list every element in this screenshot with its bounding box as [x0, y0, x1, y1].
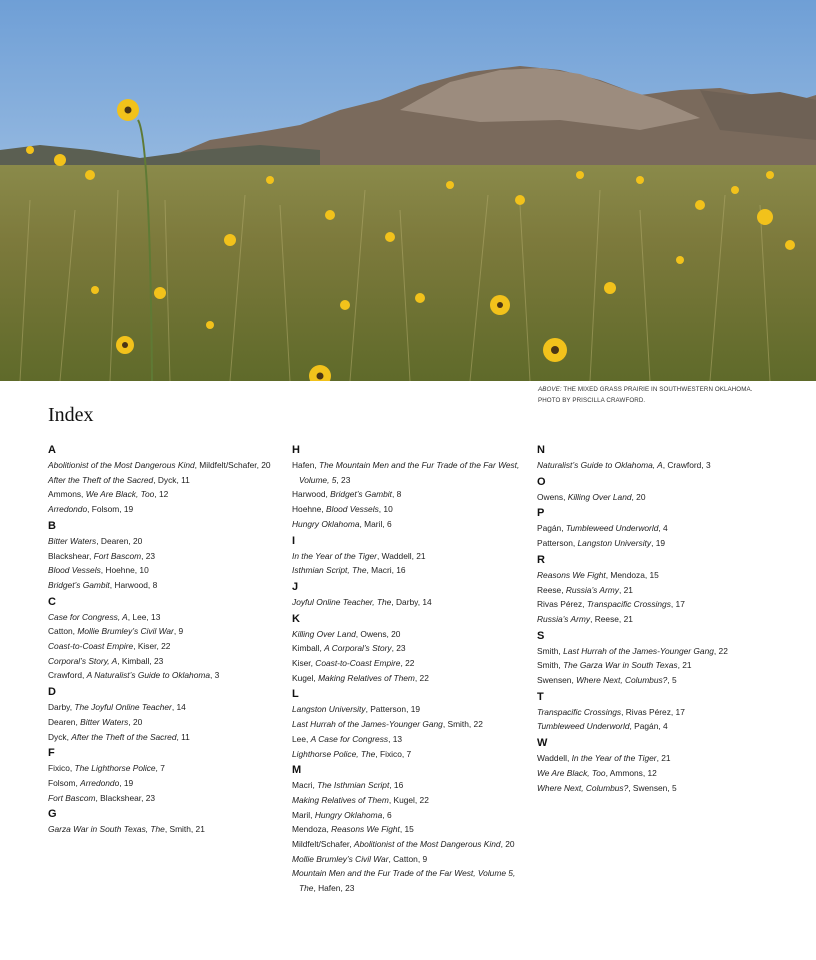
index-entry: [537, 751, 773, 766]
index-entry: [48, 624, 284, 639]
index-entry: [292, 549, 528, 564]
entry-author: Blackshear,: [48, 550, 94, 561]
index-entry: [48, 776, 284, 791]
entry-title: Bridget’s Gambit: [48, 579, 110, 590]
index-entry: [537, 705, 773, 720]
index-entry: [48, 668, 284, 683]
entry-ref: , Catton, 9: [388, 853, 428, 864]
entry-title: Making Relatives of Them: [292, 794, 389, 805]
index-letter-heading: B: [48, 519, 56, 532]
entry-author: Rivas Pérez,: [537, 599, 587, 610]
entry-title: Garza War in South Texas, The: [48, 824, 165, 835]
index-entry: [292, 517, 528, 532]
entry-title: The Isthmian Script: [317, 780, 390, 791]
index-entry: [48, 610, 284, 625]
entry-ref: , Swensen, 5: [628, 782, 677, 793]
index-letter-heading: H: [292, 444, 300, 456]
entry-title: Blood Vessels: [48, 565, 101, 576]
entry-title: Naturalist’s Guide to Oklahoma, A: [537, 460, 663, 470]
entry-ref: , 16: [389, 780, 404, 791]
entry-ref: , 21: [677, 660, 692, 671]
entry-ref: , 3: [210, 670, 220, 681]
entry-title: The Garza War in South Texas: [563, 660, 678, 671]
entry-title: Langston University: [577, 538, 652, 549]
entry-ref: , Smith, 22: [442, 719, 483, 730]
index-entry: [292, 595, 528, 610]
entry-title: Tumbleweed Underworld: [565, 523, 659, 534]
index-entry: [48, 487, 284, 502]
entry-ref: , 6: [382, 809, 392, 820]
entry-title: Arredondo: [80, 777, 120, 788]
entry-title: A Naturalist’s Guide to Oklahoma: [86, 670, 210, 681]
entry-title: Arredondo: [48, 504, 88, 515]
entry-title: Corporal’s Story, A: [48, 655, 118, 666]
entry-ref: , Reese, 21: [590, 613, 633, 624]
index-entry: [48, 578, 284, 593]
page-title: Index: [48, 404, 94, 426]
index-entry: [48, 715, 284, 730]
entry-ref: , 23: [336, 474, 351, 485]
entry-title: Fort Bascom: [48, 792, 96, 803]
index-entry: [292, 822, 528, 837]
entry-ref: , 5: [667, 675, 677, 686]
index-entry: [292, 778, 528, 793]
index-entry: [537, 766, 773, 781]
index-entry: [48, 549, 284, 564]
index-entry: [292, 656, 528, 671]
index-entry: [292, 502, 528, 517]
entry-ref: , 15: [399, 824, 414, 835]
entry-author: Mildfelt/Schafer,: [292, 839, 354, 850]
entry-ref: , Darby, 14: [391, 596, 432, 607]
entry-ref: , 19: [119, 777, 134, 788]
index-letter-heading: G: [48, 808, 57, 821]
entry-author: Pagán,: [537, 523, 566, 534]
entry-title: In the Year of the Tiger: [292, 550, 377, 561]
entry-ref: , 23: [141, 550, 156, 561]
index-entry: [537, 719, 773, 734]
entry-title: Russia’s Army: [565, 584, 619, 595]
entry-title: Joyful Online Teacher, The: [292, 596, 392, 607]
index-entry: [537, 781, 773, 796]
entry-ref: , Blackshear, 23: [95, 792, 156, 803]
index-entry: [48, 502, 284, 517]
entry-title: Where Next, Columbus?: [537, 782, 629, 793]
index-entry: [48, 761, 284, 776]
entry-ref: , 10: [378, 504, 393, 515]
index-letter-heading: O: [537, 475, 546, 488]
index-letter-heading: I: [292, 534, 296, 547]
entry-title: Coast-to-Coast Empire: [315, 658, 401, 669]
index-entry: [537, 583, 773, 598]
entry-author: Dearen,: [48, 716, 81, 727]
index-letter-heading: L: [292, 688, 299, 701]
index-letter-heading: T: [537, 690, 544, 703]
entry-ref: , Waddell, 21: [376, 550, 426, 561]
entry-ref: , Patterson, 19: [365, 704, 421, 715]
entry-title: A Case for Congress: [310, 733, 389, 744]
entry-ref: , Folsom, 19: [87, 504, 134, 515]
index-entry: [537, 521, 773, 536]
entry-ref: , Dearen, 20: [96, 535, 143, 546]
entry-title: Langston University: [292, 704, 366, 715]
entry-ref: , 12: [154, 489, 169, 500]
entry-author: Smith,: [537, 645, 564, 656]
entry-title: Killing Over Land: [567, 491, 632, 502]
entry-ref: , 14: [171, 702, 186, 713]
index-entry: [292, 702, 528, 717]
entry-ref: , 23: [391, 643, 406, 654]
entry-ref: , 21: [656, 753, 671, 764]
index-entry: [292, 487, 528, 502]
entry-ref: , 22: [414, 672, 429, 683]
entry-ref: , 17: [670, 599, 685, 610]
entry-author: Macri,: [292, 780, 318, 791]
entry-ref: , Harwood, 8: [109, 579, 158, 590]
index-entry: [292, 732, 528, 747]
index-letter-heading: M: [292, 764, 302, 777]
entry-title: Where Next, Columbus?: [576, 675, 668, 686]
caption-text: THE MIXED GRASS PRAIRIE IN SOUTHWESTERN OKLAHOMA.: [561, 386, 753, 393]
caption-credit: PHOTO BY PRISCILLA CRAWFORD.: [538, 397, 646, 404]
index-entry: [537, 568, 773, 583]
entry-title: We Are Black, Too: [85, 489, 155, 500]
entry-author: Swensen,: [537, 675, 577, 686]
entry-ref: , Kugel, 22: [388, 794, 429, 805]
index-letter-heading: A: [48, 444, 56, 456]
entry-title: Isthmian Script, The: [292, 565, 367, 576]
index-entry: [48, 730, 284, 745]
entry-ref: , 9: [173, 626, 184, 637]
index-entry: [48, 534, 284, 549]
entry-ref: , 22: [400, 658, 415, 669]
index-letter-heading: D: [48, 686, 56, 699]
entry-title: Reasons We Fight: [537, 569, 606, 580]
index-entry: [292, 852, 528, 867]
entry-title: After the Theft of the Sacred: [71, 731, 177, 742]
index-entry: [48, 473, 284, 488]
index-entry: [292, 627, 528, 642]
index-column-2: [292, 443, 528, 896]
entry-title: Abolitionist of the Most Dangerous Kind: [353, 839, 501, 850]
entry-ref: , 20: [631, 491, 646, 502]
index-entry: [537, 536, 773, 551]
index-entry: [48, 791, 284, 806]
entry-author: Maril,: [292, 809, 315, 820]
entry-title: Last Hurrah of the James-Younger Gang: [292, 719, 443, 730]
entry-title: We Are Black, Too: [537, 767, 606, 778]
entry-title: Case for Congress, A: [48, 611, 128, 622]
entry-author: Kugel,: [292, 672, 319, 683]
entry-title: In the Year of the Tiger: [571, 753, 657, 764]
entry-ref: , Kimball, 23: [117, 655, 164, 666]
entry-ref: , Ammons, 12: [605, 767, 657, 778]
entry-ref: , Maril, 6: [359, 518, 392, 529]
entry-ref: , Crawford, 3: [662, 460, 711, 470]
entry-title: The Joyful Online Teacher: [74, 702, 172, 713]
entry-ref: , 20: [500, 839, 515, 850]
index-entry: [537, 597, 773, 612]
index-entry: [292, 458, 528, 487]
index-entry: [48, 639, 284, 654]
entry-author: Hoehne,: [292, 504, 326, 515]
entry-author: Smith,: [537, 660, 564, 671]
entry-title: Reasons We Fight: [331, 824, 400, 835]
entry-ref: , Dyck, 11: [153, 474, 190, 485]
entry-author: Folsom,: [48, 777, 81, 788]
index-entry: [537, 490, 773, 505]
index-entry: [292, 563, 528, 578]
entry-ref: , 7: [155, 763, 165, 774]
entry-title: Killing Over Land: [292, 628, 356, 639]
entry-title: Transpacific Crossings: [537, 706, 622, 717]
entry-title: Russia’s Army: [537, 613, 591, 624]
index-entry: [537, 458, 773, 473]
index-entry: [537, 612, 773, 627]
entry-ref: , Hafen, 23: [313, 883, 355, 894]
index-letter-heading: R: [537, 553, 545, 566]
entry-author: Crawford,: [48, 670, 87, 681]
entry-ref: , Owens, 20: [355, 628, 401, 639]
index-entry: [48, 563, 284, 578]
prairie-photo-graphic: [0, 0, 816, 381]
entry-ref: , Mildfelt/Schafer, 20: [194, 460, 271, 470]
index-entry: [48, 458, 284, 473]
index-entry: [537, 658, 773, 673]
entry-ref: , 8: [391, 489, 402, 500]
entry-title: Fort Bascom: [93, 550, 142, 561]
entry-author: Hafen,: [292, 460, 320, 470]
entry-author: Fixico,: [48, 763, 75, 774]
entry-author: Catton,: [48, 626, 78, 637]
index-letter-heading: W: [537, 737, 548, 750]
entry-author: Darby,: [48, 702, 75, 713]
entry-title: Abolitionist of the Most Dangerous Kind: [48, 460, 195, 470]
entry-ref: , Lee, 13: [127, 611, 161, 622]
index-entry: [537, 644, 773, 659]
index-column-3: [537, 443, 773, 795]
entry-ref: , 20: [128, 716, 143, 727]
index-column-1: [48, 443, 284, 837]
entry-ref: , Macri, 16: [366, 565, 406, 576]
entry-title: Mollie Brumley’s Civil War: [292, 853, 389, 864]
entry-ref: , Kiser, 22: [133, 641, 171, 652]
entry-ref: , Mendoza, 15: [605, 569, 659, 580]
index-entry: [292, 671, 528, 686]
entry-title: Coast-to-Coast Empire: [48, 641, 134, 652]
entry-title: Mollie Brumley’s Civil War: [77, 626, 174, 637]
entry-title: Bitter Waters: [48, 535, 97, 546]
index-entry: [292, 793, 528, 808]
entry-ref: , Smith, 21: [164, 824, 205, 835]
entry-title: Mountain Men and the Fur Trade of the Far West, Volume 5, The: [292, 868, 516, 894]
entry-ref: , Fixico, 7: [375, 748, 412, 759]
entry-author: Lee,: [292, 733, 311, 744]
entry-title: Making Relatives of Them: [318, 672, 415, 683]
index-letter-heading: N: [537, 444, 545, 456]
entry-title: Transpacific Crossings: [586, 599, 671, 610]
entry-author: Dyck,: [48, 731, 72, 742]
entry-title: Hungry Oklahoma: [314, 809, 383, 820]
entry-title: Blood Vessels: [326, 504, 379, 515]
index-entry: [48, 654, 284, 669]
entry-author: Kiser,: [292, 658, 316, 669]
photo-caption: [538, 384, 808, 406]
entry-title: Bridget’s Gambit: [330, 489, 392, 500]
entry-title: Lighthorse Police, The: [292, 748, 376, 759]
index-entry: [48, 822, 284, 837]
entry-title: Hungry Oklahoma: [292, 518, 360, 529]
index-letter-heading: P: [537, 507, 545, 520]
entry-title: The Lighthorse Police: [74, 763, 156, 774]
entry-title: A Corporal’s Story: [324, 643, 392, 654]
caption-label: ABOVE:: [538, 386, 562, 393]
entry-author: Patterson,: [537, 538, 578, 549]
entry-title: The Mountain Men and the Fur Trade of the Far West, Volume, 5: [299, 460, 520, 485]
entry-title: Bitter Waters: [80, 716, 129, 727]
entry-ref: , Rivas Pérez, 17: [621, 706, 685, 717]
entry-author: Reese,: [537, 584, 566, 595]
entry-author: Owens,: [537, 491, 568, 502]
entry-author: Kimball,: [292, 643, 325, 654]
index-entry: [48, 700, 284, 715]
entry-title: Last Hurrah of the James-Younger Gang: [563, 645, 714, 656]
entry-ref: , Hoehne, 10: [100, 565, 149, 576]
entry-ref: , 21: [618, 584, 633, 595]
entry-ref: , 19: [651, 538, 666, 549]
index-letter-heading: J: [292, 580, 299, 593]
index-entry: [292, 641, 528, 656]
index-letter-heading: S: [537, 629, 545, 642]
entry-ref: , 11: [176, 731, 190, 742]
entry-author: Mendoza,: [292, 824, 332, 835]
entry-author: Harwood,: [292, 489, 331, 500]
entry-ref: , 13: [388, 733, 403, 744]
index-letter-heading: C: [48, 595, 56, 608]
index-entry: [292, 837, 528, 852]
prairie-photo: [0, 0, 816, 381]
index-entry: [292, 866, 528, 895]
entry-author: Waddell,: [537, 753, 572, 764]
entry-author: Ammons,: [48, 489, 86, 500]
index-letter-heading: F: [48, 747, 55, 760]
entry-title: After the Theft of the Sacred: [48, 474, 154, 485]
index-entry: [292, 717, 528, 732]
index-letter-heading: K: [292, 612, 300, 625]
entry-ref: , 22: [713, 645, 728, 656]
index-entry: [292, 808, 528, 823]
index-entry: [292, 747, 528, 762]
entry-ref: , 4: [658, 523, 668, 534]
entry-title: Tumbleweed Underworld: [537, 721, 630, 732]
entry-ref: , Pagán, 4: [629, 721, 668, 732]
index-entry: [537, 673, 773, 688]
